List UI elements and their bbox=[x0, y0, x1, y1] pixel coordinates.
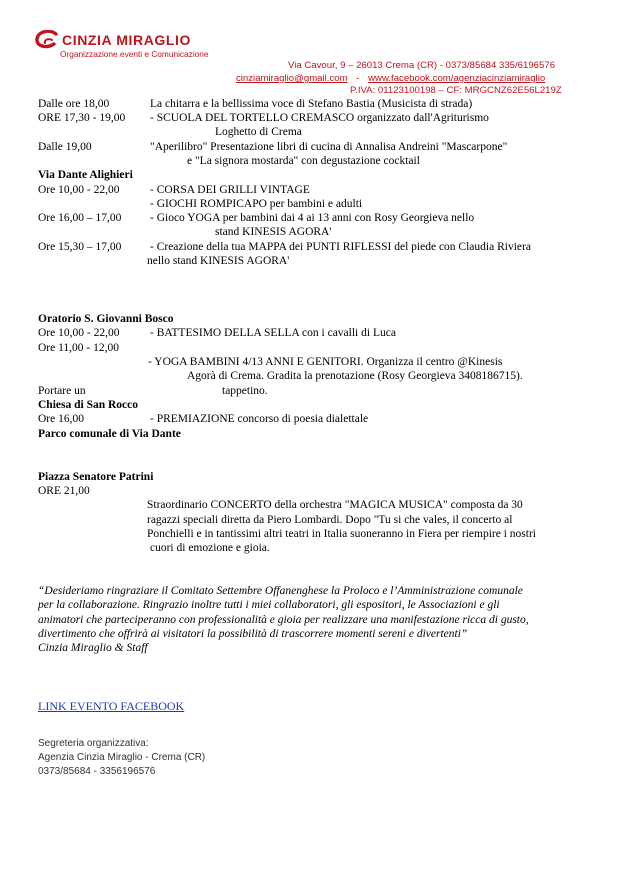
header-separator: - bbox=[356, 73, 360, 84]
concert-line-1: Straordinario CONCERTO della orchestra "MAGICA MUSICA" composta da 30 bbox=[147, 499, 523, 511]
header-vat: P.IVA: 01123100198 – CF: MRGCNZ62E56L219Z bbox=[350, 85, 562, 96]
footer-line-1: Segreteria organizzativa: bbox=[38, 738, 149, 749]
thanks-signature: Cinzia Miraglio & Staff bbox=[38, 642, 148, 654]
time-8: Ore 11,00 - 12,00 bbox=[38, 342, 120, 354]
time-10: ORE 21,00 bbox=[38, 485, 90, 497]
footer-line-2: Agenzia Cinzia Miraglio - Crema (CR) bbox=[38, 752, 206, 763]
time-9: Ore 16,00 bbox=[38, 413, 84, 425]
event-9: - PREMIAZIONE concorso di poesia dialettale bbox=[150, 413, 369, 425]
venue-piazza: Piazza Senatore Patrini bbox=[38, 471, 154, 483]
event-3: "Aperilibro" Presentazione libri di cucina di Annalisa Andreini "Mascarpone" bbox=[150, 141, 508, 153]
time-3: Dalle 19,00 bbox=[38, 141, 92, 153]
concert-line-3: Ponchielli e in tantissimi altri teatri in Italia suoneranno in Fiera per riempire i nostri bbox=[147, 528, 536, 540]
concert-line-4: cuori di emozione e gioia. bbox=[150, 542, 270, 554]
logo-swirl-icon bbox=[34, 30, 60, 52]
event-3-cont: e "La signora mostarda" con degustazione cocktail bbox=[187, 155, 420, 167]
event-2: - SCUOLA DEL TORTELLO CREMASCO organizzato dall'Agriturismo bbox=[150, 112, 489, 124]
event-8: - YOGA BAMBINI 4/13 ANNI E GENITORI. Organizza il centro @Kinesis bbox=[148, 356, 503, 368]
thanks-line-2: per la collaborazione. Ringrazio inoltre tutti i miei collaboratori, gli espositori, le Associazioni e gli bbox=[38, 599, 500, 611]
time-7: Ore 10,00 - 22,00 bbox=[38, 327, 120, 339]
thanks-line-1: “Desideriamo ringraziare il Comitato Settembre Offanenghese la Proloco e l’Amministrazione comunale bbox=[38, 585, 523, 597]
event-5: - Gioco YOGA per bambini dai 4 ai 13 anni con Rosy Georgieva nello bbox=[150, 212, 475, 224]
concert-line-2: ragazzi speciali diretta da Piero Lombardi. Dopo "Tu si che vales, il concerto al bbox=[147, 514, 513, 526]
time-5: Ore 16,00 – 17,00 bbox=[38, 212, 122, 224]
footer-line-3: 0373/85684 - 3356196576 bbox=[38, 766, 156, 777]
event-4-cont: - GIOCHI ROMPICAPO per bambini e adulti bbox=[150, 198, 363, 210]
venue-oratorio: Oratorio S. Giovanni Bosco bbox=[38, 313, 174, 325]
event-7: - BATTESIMO DELLA SELLA con i cavalli di Luca bbox=[150, 327, 396, 339]
header-email-link[interactable]: cinziamiraglio@gmail.com bbox=[236, 73, 348, 84]
venue-via-dante: Via Dante Alighieri bbox=[38, 169, 133, 181]
logo-name: CINZIA MIRAGLIO bbox=[62, 32, 192, 48]
time-6: Ore 15,30 – 17,00 bbox=[38, 241, 122, 253]
event-1: La chitarra e la bellissima voce di Stefano Bastia (Musicista di strada) bbox=[150, 98, 473, 110]
event-8-cont: Agorà di Crema. Gradita la prenotazione (Rosy Georgieva 3408186715). bbox=[187, 370, 523, 382]
event-6-cont: nello stand KINESIS AGORA' bbox=[147, 255, 290, 267]
event-4: - CORSA DEI GRILLI VINTAGE bbox=[150, 184, 310, 196]
time-2: ORE 17,30 - 19,00 bbox=[38, 112, 126, 124]
event-5-cont: stand KINESIS AGORA' bbox=[215, 226, 332, 238]
venue-parco: Parco comunale di Via Dante bbox=[38, 428, 181, 440]
time-4: Ore 10,00 - 22,00 bbox=[38, 184, 120, 196]
event-6: - Creazione della tua MAPPA dei PUNTI RIFLESSI del piede con Claudia Riviera bbox=[150, 241, 531, 253]
event-8-bring-cont: tappetino. bbox=[222, 385, 268, 397]
facebook-event-link[interactable]: LINK EVENTO FACEBOOK bbox=[38, 699, 185, 713]
thanks-line-3: animatori che parteciperanno con professionalità e gioia per realizzare una manifestazione ricca di gusto, bbox=[38, 614, 529, 626]
header-address: Via Cavour, 9 – 26013 Crema (CR) - 0373/85684 335/6196576 bbox=[288, 60, 556, 71]
venue-san-rocco: Chiesa di San Rocco bbox=[38, 399, 138, 411]
event-2-cont: Loghetto di Crema bbox=[215, 126, 302, 138]
logo-tagline: Organizzazione eventi e Comunicazione bbox=[60, 49, 209, 59]
time-1: Dalle ore 18,00 bbox=[38, 98, 110, 110]
thanks-line-4: divertimento che offrirà ai visitatori la possibilità di trascorrere momenti sereni e divertenti” bbox=[38, 628, 468, 640]
event-8-bring: Portare un bbox=[38, 385, 86, 397]
header-contacts bbox=[236, 73, 545, 84]
header-facebook-link[interactable]: www.facebook.com/agenziacinziamiraglio bbox=[368, 73, 546, 84]
